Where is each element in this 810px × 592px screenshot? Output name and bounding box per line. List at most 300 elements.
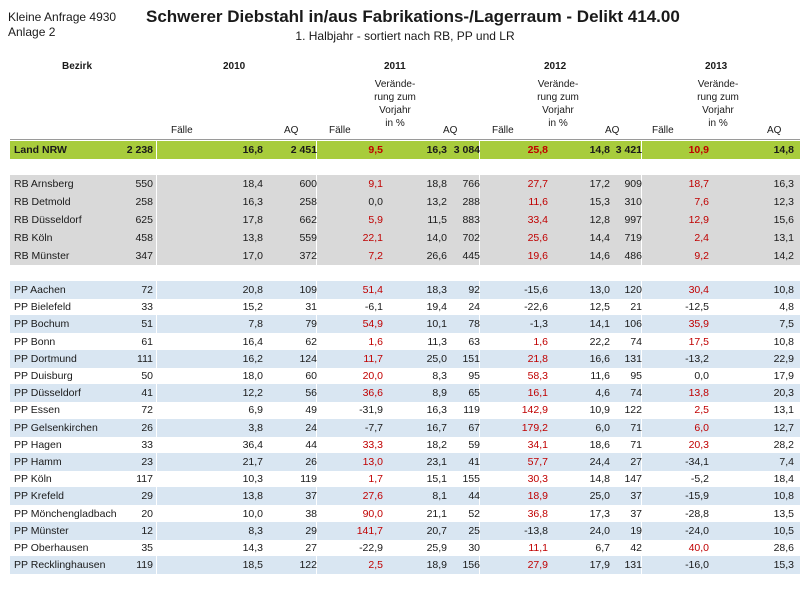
cell-change-2011: 20,0 [362, 370, 383, 382]
cell-faelle-2012: 25 [468, 524, 480, 537]
cell-change-2011: 13,0 [362, 456, 383, 468]
cell-faelle-2011: 31 [305, 301, 317, 314]
cell-aq-2013: 17,9 [773, 370, 794, 382]
cell-change-2011: 54,9 [362, 318, 383, 331]
cell-change-2011: -6,1 [364, 301, 383, 314]
cell-aq-2012: 4,6 [595, 387, 610, 400]
header-year-2010: 2010 [223, 61, 246, 72]
cell-faelle-2013: 71 [630, 421, 642, 434]
header-faelle-2011: Fälle [329, 125, 351, 136]
cell-change-2012: 19,6 [527, 250, 548, 262]
cell-aq-2013: 15,3 [773, 559, 794, 572]
cell-aq-2012: 24,0 [589, 524, 610, 537]
cell-change-2013: 20,3 [688, 438, 709, 451]
cell-aq-2010: 8,3 [248, 524, 263, 537]
cell-faelle-2010: 72 [141, 404, 153, 417]
cell-aq-2010: 10,3 [242, 473, 263, 486]
cell-change-2012: 11,1 [528, 542, 548, 554]
cell-change-2013: -12,5 [685, 301, 709, 314]
cell-aq-2013: 4,8 [779, 301, 794, 314]
row-label: PP Mönchengladbach [14, 507, 117, 520]
column-separator [156, 453, 157, 471]
cell-aq-2011: 25,9 [426, 542, 447, 554]
header-veraenderung-2012: Verände- rung zum Vorjahr in % [537, 79, 579, 129]
cell-change-2011: 2,5 [368, 559, 383, 572]
cell-faelle-2013: 997 [624, 214, 642, 226]
cell-faelle-2013: 37 [630, 507, 642, 520]
cell-change-2013: 12,9 [688, 214, 709, 226]
cell-aq-2010: 17,0 [242, 250, 263, 262]
pp-row [10, 350, 800, 368]
column-separator [156, 419, 157, 437]
cell-change-2011: 1,6 [368, 335, 383, 348]
cell-aq-2012: 17,9 [589, 559, 610, 572]
cell-faelle-2010: 625 [135, 214, 153, 226]
pp-row [10, 401, 800, 419]
row-label: RB Köln [14, 232, 53, 244]
cell-change-2013: -13,2 [685, 352, 709, 365]
header-aq-2012: AQ [605, 125, 620, 136]
header-veraenderung-2011: Verände- rung zum Vorjahr in % [374, 79, 416, 129]
cell-faelle-2012: 288 [462, 196, 480, 208]
cell-aq-2013: 12,7 [773, 421, 794, 434]
cell-aq-2010: 6,9 [248, 404, 263, 417]
cell-change-2011: 9,1 [368, 178, 383, 190]
cell-faelle-2011: 662 [299, 214, 317, 226]
cell-change-2012: 33,4 [527, 214, 548, 226]
cell-aq-2012: 10,9 [589, 404, 610, 417]
cell-aq-2010: 13,8 [242, 232, 263, 244]
cell-aq-2010: 17,8 [242, 214, 263, 226]
cell-change-2012: 25,6 [527, 232, 548, 244]
cell-aq-2010: 13,8 [242, 490, 263, 503]
cell-change-2012: 21,8 [527, 352, 548, 365]
header-veraenderung-2013: Verände- rung zum Vorjahr in % [697, 79, 739, 129]
column-separator [156, 539, 157, 557]
cell-faelle-2012: 63 [468, 335, 480, 348]
total-row [10, 141, 800, 159]
cell-faelle-2013: 71 [630, 438, 642, 451]
rb-row [10, 211, 800, 229]
cell-faelle-2010: 50 [141, 370, 153, 382]
cell-faelle-2010: 111 [137, 352, 153, 365]
cell-faelle-2013: 909 [624, 178, 642, 190]
row-label: PP Essen [14, 404, 60, 417]
cell-aq-2013: 13,1 [773, 404, 794, 417]
header-aq-2013: AQ [767, 125, 782, 136]
cell-aq-2012: 24,4 [589, 456, 610, 468]
row-label: PP Oberhausen [14, 542, 89, 554]
row-label: RB Arnsberg [14, 178, 74, 190]
cell-faelle-2012: 78 [468, 318, 480, 331]
cell-aq-2011: 18,8 [426, 178, 447, 190]
cell-change-2012: 179,2 [521, 421, 548, 434]
rb-row [10, 247, 800, 265]
cell-change-2012: -1,3 [529, 318, 548, 331]
cell-aq-2011: 8,1 [432, 490, 447, 503]
cell-change-2011: 90,0 [362, 507, 383, 520]
cell-change-2013: -24,0 [685, 524, 709, 537]
cell-faelle-2013: 74 [630, 387, 642, 400]
cell-faelle-2012: 59 [468, 438, 480, 451]
cell-faelle-2013: 131 [624, 559, 642, 572]
cell-aq-2013: 10,8 [773, 490, 794, 503]
cell-aq-2012: 14,1 [589, 318, 610, 331]
cell-change-2012: 18,9 [527, 490, 548, 503]
cell-change-2013: -34,1 [685, 456, 709, 468]
cell-aq-2013: 16,3 [773, 178, 794, 190]
cell-faelle-2013: 310 [624, 196, 642, 208]
cell-faelle-2011: 62 [305, 335, 317, 348]
cell-faelle-2011: 27 [305, 542, 317, 554]
column-separator [156, 436, 157, 454]
rb-row [10, 229, 800, 247]
pp-row [10, 436, 800, 454]
cell-aq-2012: 18,6 [589, 438, 610, 451]
cell-change-2011: 1,7 [368, 473, 383, 486]
cell-aq-2011: 16,3 [426, 144, 447, 156]
cell-aq-2010: 18,0 [242, 370, 263, 382]
cell-aq-2010: 21,7 [242, 456, 263, 468]
cell-change-2012: -22,6 [524, 301, 548, 314]
cell-faelle-2013: 147 [624, 473, 642, 486]
cell-faelle-2010: 51 [141, 318, 153, 331]
column-separator [156, 175, 157, 193]
column-separator [156, 384, 157, 402]
cell-change-2013: 10,9 [688, 144, 709, 156]
header-faelle-2013: Fälle [652, 125, 674, 136]
row-label: Land NRW [14, 144, 67, 156]
cell-aq-2013: 12,3 [773, 196, 794, 208]
cell-faelle-2011: 258 [299, 196, 317, 208]
cell-aq-2012: 14,8 [589, 473, 610, 486]
cell-faelle-2011: 559 [299, 232, 317, 244]
row-label: RB Münster [14, 250, 70, 262]
column-separator [156, 247, 157, 265]
cell-aq-2013: 10,5 [773, 524, 794, 537]
row-label: PP Duisburg [14, 370, 73, 382]
cell-faelle-2012: 30 [468, 542, 480, 554]
cell-change-2012: -15,6 [524, 284, 548, 296]
cell-faelle-2011: 49 [305, 404, 317, 417]
cell-change-2011: 7,2 [368, 250, 383, 262]
cell-faelle-2010: 12 [141, 524, 153, 537]
cell-change-2013: 6,0 [694, 421, 709, 434]
header-faelle-2010: Fälle [171, 125, 193, 136]
pp-row [10, 505, 800, 523]
cell-aq-2010: 12,2 [242, 387, 263, 400]
cell-faelle-2011: 37 [305, 490, 317, 503]
cell-change-2011: 22,1 [362, 232, 383, 244]
cell-change-2013: 7,6 [694, 196, 709, 208]
cell-aq-2011: 19,4 [426, 301, 447, 314]
cell-faelle-2011: 124 [299, 352, 317, 365]
pp-row [10, 522, 800, 540]
row-label: RB Düsseldorf [14, 214, 82, 226]
row-label: PP Hamm [14, 456, 62, 468]
row-label: PP Gelsenkirchen [14, 421, 98, 434]
cell-change-2013: 40,0 [688, 542, 709, 554]
column-separator [156, 211, 157, 229]
cell-aq-2010: 16,4 [242, 335, 263, 348]
pp-row [10, 556, 800, 574]
cell-change-2013: 35,9 [688, 318, 709, 331]
page-title: Schwerer Diebstahl in/aus Fabrikations-/Lagerraum - Delikt 414.00 [146, 7, 680, 26]
cell-aq-2011: 15,1 [426, 473, 447, 486]
cell-change-2013: -15,9 [685, 490, 709, 503]
cell-faelle-2010: 23 [141, 456, 153, 468]
cell-faelle-2013: 131 [624, 352, 642, 365]
cell-change-2012: -13,8 [524, 524, 548, 537]
pp-row [10, 333, 800, 351]
header-aq-2010: AQ [284, 125, 299, 136]
cell-aq-2010: 16,3 [242, 196, 263, 208]
row-label: PP Bonn [14, 335, 56, 348]
cell-faelle-2013: 122 [624, 404, 642, 417]
cell-change-2013: -16,0 [685, 559, 709, 572]
cell-change-2012: 27,9 [527, 559, 548, 572]
column-separator [156, 350, 157, 368]
cell-aq-2011: 8,9 [432, 387, 447, 400]
cell-aq-2012: 14,6 [589, 250, 610, 262]
cell-aq-2011: 16,3 [426, 404, 447, 417]
pp-row [10, 453, 800, 471]
cell-change-2012: 25,8 [527, 144, 548, 156]
cell-aq-2011: 13,2 [426, 196, 447, 208]
cell-faelle-2013: 37 [630, 490, 642, 503]
pp-row [10, 367, 800, 385]
row-label: PP Dortmund [14, 352, 77, 365]
cell-aq-2010: 3,8 [248, 421, 263, 434]
cell-aq-2013: 28,6 [773, 542, 794, 554]
header-aq-2011: AQ [443, 125, 458, 136]
cell-aq-2012: 14,8 [589, 144, 610, 156]
cell-aq-2011: 10,1 [426, 318, 447, 331]
cell-aq-2013: 22,9 [773, 352, 794, 365]
cell-faelle-2011: 372 [299, 250, 317, 262]
cell-change-2013: -28,8 [685, 507, 709, 520]
attachment-label: Anlage 2 [8, 25, 56, 39]
cell-change-2011: 51,4 [362, 284, 383, 296]
cell-aq-2010: 15,2 [242, 301, 263, 314]
column-separator [156, 522, 157, 540]
cell-aq-2010: 14,3 [242, 542, 263, 554]
cell-aq-2013: 20,3 [773, 387, 794, 400]
cell-change-2012: 34,1 [527, 438, 548, 451]
cell-faelle-2010: 41 [141, 387, 153, 400]
cell-faelle-2012: 445 [462, 250, 480, 262]
cell-faelle-2010: 35 [141, 542, 153, 554]
cell-faelle-2010: 33 [141, 301, 153, 314]
column-separator [156, 193, 157, 211]
pp-row [10, 298, 800, 316]
header-faelle-2012: Fälle [492, 125, 514, 136]
cell-aq-2012: 25,0 [589, 490, 610, 503]
cell-faelle-2011: 56 [305, 387, 317, 400]
cell-faelle-2013: 3 421 [615, 144, 642, 156]
cell-aq-2012: 15,3 [589, 196, 610, 208]
column-separator [156, 281, 157, 299]
cell-aq-2013: 7,4 [779, 456, 794, 468]
cell-aq-2013: 15,6 [773, 214, 794, 226]
cell-aq-2012: 13,0 [589, 284, 610, 296]
column-separator [156, 487, 157, 505]
cell-faelle-2013: 95 [630, 370, 642, 382]
cell-aq-2012: 12,8 [589, 214, 610, 226]
cell-faelle-2012: 67 [468, 421, 480, 434]
cell-faelle-2011: 38 [305, 507, 317, 520]
column-separator [156, 315, 157, 333]
row-label: PP Köln [14, 473, 52, 486]
cell-faelle-2011: 119 [300, 473, 317, 486]
row-label: PP Recklinghausen [14, 559, 106, 572]
row-label: RB Detmold [14, 196, 71, 208]
cell-faelle-2010: 458 [135, 232, 153, 244]
cell-faelle-2013: 719 [624, 232, 642, 244]
cell-faelle-2011: 109 [299, 284, 317, 296]
cell-faelle-2012: 95 [468, 370, 480, 382]
cell-change-2011: 27,6 [362, 490, 383, 503]
cell-aq-2013: 14,2 [773, 250, 794, 262]
cell-faelle-2013: 106 [624, 318, 642, 331]
cell-change-2011: -7,7 [364, 421, 383, 434]
cell-faelle-2012: 44 [468, 490, 480, 503]
row-label: PP Bochum [14, 318, 70, 331]
header-year-2013: 2013 [705, 61, 728, 72]
cell-change-2012: 27,7 [527, 178, 548, 190]
cell-aq-2010: 7,8 [248, 318, 263, 331]
cell-change-2011: 0,0 [368, 196, 383, 208]
cell-faelle-2011: 2 451 [290, 144, 317, 156]
cell-change-2013: 13,8 [688, 387, 709, 400]
pp-row [10, 315, 800, 333]
row-label: PP Krefeld [14, 490, 65, 503]
pp-row [10, 419, 800, 437]
column-separator [156, 298, 157, 316]
row-label: PP Hagen [14, 438, 62, 451]
cell-aq-2012: 14,4 [589, 232, 610, 244]
cell-aq-2010: 16,2 [242, 352, 263, 365]
column-separator [156, 333, 157, 351]
cell-change-2012: 30,3 [527, 473, 548, 486]
cell-change-2011: 5,9 [368, 214, 383, 226]
cell-aq-2012: 11,6 [590, 370, 610, 382]
cell-faelle-2011: 24 [305, 421, 317, 434]
cell-faelle-2011: 26 [305, 456, 317, 468]
cell-aq-2011: 14,0 [426, 232, 447, 244]
cell-faelle-2013: 74 [630, 335, 642, 348]
cell-faelle-2010: 72 [141, 284, 153, 296]
cell-faelle-2010: 61 [141, 335, 153, 348]
cell-faelle-2012: 155 [462, 473, 480, 486]
row-label: PP Münster [14, 524, 69, 537]
pp-row [10, 539, 800, 557]
column-separator [156, 470, 157, 488]
cell-aq-2011: 25,0 [426, 352, 447, 365]
cell-change-2013: -5,2 [690, 473, 709, 486]
rb-row [10, 175, 800, 193]
cell-faelle-2010: 29 [141, 490, 153, 503]
pp-row [10, 384, 800, 402]
cell-faelle-2010: 20 [141, 507, 153, 520]
cell-faelle-2013: 120 [624, 284, 642, 296]
column-separator [156, 141, 157, 159]
cell-aq-2012: 16,6 [589, 352, 610, 365]
cell-faelle-2012: 92 [468, 284, 480, 296]
cell-change-2013: 30,4 [688, 284, 709, 296]
cell-change-2011: 141,7 [356, 524, 383, 537]
column-separator [156, 401, 157, 419]
cell-aq-2010: 18,4 [242, 178, 263, 190]
cell-faelle-2013: 19 [630, 524, 642, 537]
cell-faelle-2013: 21 [630, 301, 642, 314]
cell-faelle-2012: 766 [462, 178, 480, 190]
cell-faelle-2010: 26 [141, 421, 153, 434]
cell-faelle-2013: 486 [624, 250, 642, 262]
cell-change-2013: 9,2 [694, 250, 709, 262]
column-separator [156, 505, 157, 523]
cell-aq-2013: 10,8 [773, 284, 794, 296]
row-label: PP Bielefeld [14, 301, 72, 314]
cell-faelle-2011: 29 [305, 524, 317, 537]
cell-aq-2010: 36,4 [242, 438, 263, 451]
cell-faelle-2011: 79 [305, 318, 317, 331]
cell-change-2012: 1,6 [533, 335, 548, 348]
cell-change-2012: 11,6 [528, 196, 548, 208]
cell-faelle-2012: 65 [468, 387, 480, 400]
cell-faelle-2011: 60 [305, 370, 317, 382]
pp-row [10, 470, 800, 488]
cell-faelle-2012: 156 [462, 559, 480, 572]
cell-aq-2011: 18,9 [426, 559, 447, 572]
cell-faelle-2010: 33 [141, 438, 153, 451]
cell-faelle-2010: 258 [135, 196, 153, 208]
cell-faelle-2010: 347 [135, 250, 153, 262]
cell-faelle-2010: 550 [135, 178, 153, 190]
pp-row [10, 281, 800, 299]
cell-aq-2013: 14,8 [773, 144, 794, 156]
cell-faelle-2010: 119 [136, 559, 153, 572]
cell-aq-2011: 18,2 [426, 438, 447, 451]
cell-aq-2010: 16,8 [242, 144, 263, 156]
cell-aq-2012: 6,7 [595, 542, 610, 554]
cell-change-2013: 2,5 [694, 404, 709, 417]
pp-row [10, 487, 800, 505]
cell-aq-2012: 6,0 [595, 421, 610, 434]
document-reference: Kleine Anfrage 4930 [8, 10, 117, 24]
column-separator [156, 229, 157, 247]
cell-aq-2011: 11,5 [427, 214, 447, 226]
cell-aq-2010: 18,5 [242, 559, 263, 572]
rb-row [10, 193, 800, 211]
cell-change-2012: 16,1 [527, 387, 548, 400]
column-separator [156, 556, 157, 574]
cell-change-2011: -31,9 [359, 404, 383, 417]
cell-aq-2011: 26,6 [426, 250, 447, 262]
cell-change-2012: 36,8 [527, 507, 548, 520]
cell-faelle-2012: 702 [462, 232, 480, 244]
cell-aq-2012: 17,3 [589, 507, 610, 520]
cell-faelle-2010: 2 238 [126, 144, 153, 156]
cell-change-2013: 0,0 [694, 370, 709, 382]
cell-aq-2012: 17,2 [589, 178, 610, 190]
cell-aq-2013: 28,2 [773, 438, 794, 451]
cell-aq-2012: 22,2 [589, 335, 610, 348]
cell-change-2011: 36,6 [362, 387, 383, 400]
cell-faelle-2012: 151 [462, 352, 480, 365]
cell-faelle-2012: 883 [462, 214, 480, 226]
cell-aq-2013: 13,1 [773, 232, 794, 244]
